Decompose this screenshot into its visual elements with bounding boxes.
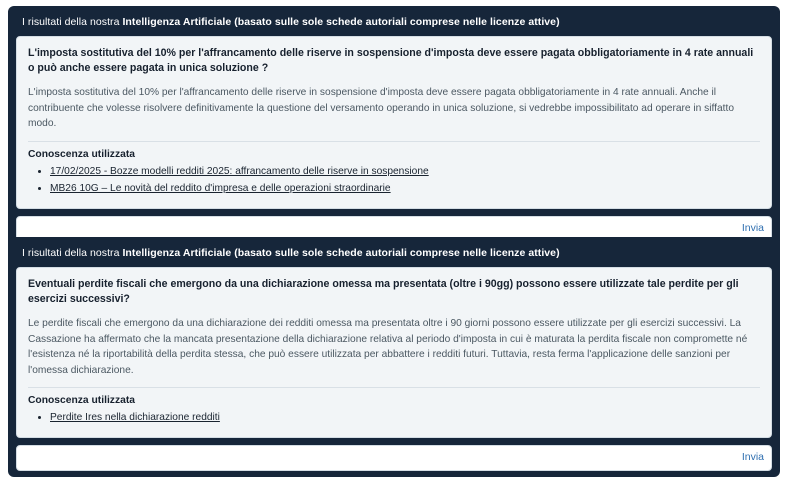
card-divider-1 — [28, 141, 760, 142]
knowledge-title-1: Conoscenza utilizzata — [28, 148, 135, 160]
list-item — [50, 181, 760, 197]
answer-text-2: Le perdite fiscali che emergono da una dichiarazione dei redditi omessa ma presentata oltre i 90 giorni possono essere utilizzate per gli esercizi successivi. La Cassazione ha affermato che la mancata presentazione della dichiarazione relativa al periodo d'imposta in cui è maturata la perdita fiscale non compromette né l'esistenza né la riportabilità della perdita stessa, che può essere utilizzata per abbattere i redditi futuri. Tuttavia, resta ferma l'applicazione delle sanzioni per l'omessa dichiarazione. — [28, 318, 748, 376]
list-item — [50, 164, 760, 180]
answer-text-1: L'imposta sostitutiva del 10% per l'affrancamento delle riserve in sospensione d'imposta deve essere pagata obbligatoriamente in 4 rate annuali. Anche il contribuente che volesse risolvere definitivamente la questione del versamento operando in unica soluzione, si vedrebbe impossibilitato ad operare in siffatto modo. — [28, 87, 734, 129]
list-item — [50, 410, 760, 426]
panel-header-prefix-2: I risultati della nostra — [22, 247, 123, 259]
prompt-input-bar-2[interactable] — [16, 445, 772, 471]
answer-card-1 — [16, 36, 772, 209]
knowledge-link[interactable]: MB26 10G – Le novità del reddito d'impresa e delle operazioni straordinarie — [50, 182, 391, 194]
panel-header-1 — [16, 14, 772, 36]
panel-header-prefix-1: I risultati della nostra — [22, 16, 123, 28]
prompt-input-2[interactable] — [17, 446, 707, 470]
knowledge-list-2 — [28, 410, 760, 426]
knowledge-link[interactable]: Perdite Ires nella dichiarazione redditi — [50, 412, 220, 423]
panel-header-2 — [16, 245, 772, 267]
panel-header-bold-2: Intelligenza Artificiale (basato sulle sole schede autoriali comprese nelle licenze attive) — [122, 247, 560, 259]
card-divider-2 — [28, 387, 760, 388]
knowledge-list-1 — [28, 164, 760, 197]
panel-header-bold-1: Intelligenza Artificiale (basato sulle sole schede autoriali comprese nelle licenze attive) — [122, 16, 560, 28]
question-text-2: Eventuali perdite fiscali che emergono da una dichiarazione omessa ma presentata (oltre i 90gg) possono essere utilizzate tale perdite per gli esercizi successivi? — [28, 278, 739, 305]
ai-result-panel-1 — [8, 6, 780, 248]
question-text-1: L'imposta sostitutiva del 10% per l'affrancamento delle riserve in sospensione d'imposta deve essere pagata obbligatoriamente in 4 rate annuali o può anche essere pagata in unica soluzione ? — [28, 47, 754, 74]
answer-card-2 — [16, 267, 772, 438]
ai-result-panel-2 — [8, 237, 780, 477]
send-button-1[interactable]: Invia — [741, 221, 764, 234]
knowledge-title-2: Conoscenza utilizzata — [28, 395, 135, 406]
knowledge-link[interactable]: 17/02/2025 - Bozze modelli redditi 2025: affrancamento delle riserve in sospensione — [50, 165, 429, 177]
send-button-2[interactable]: Invia — [741, 451, 764, 463]
